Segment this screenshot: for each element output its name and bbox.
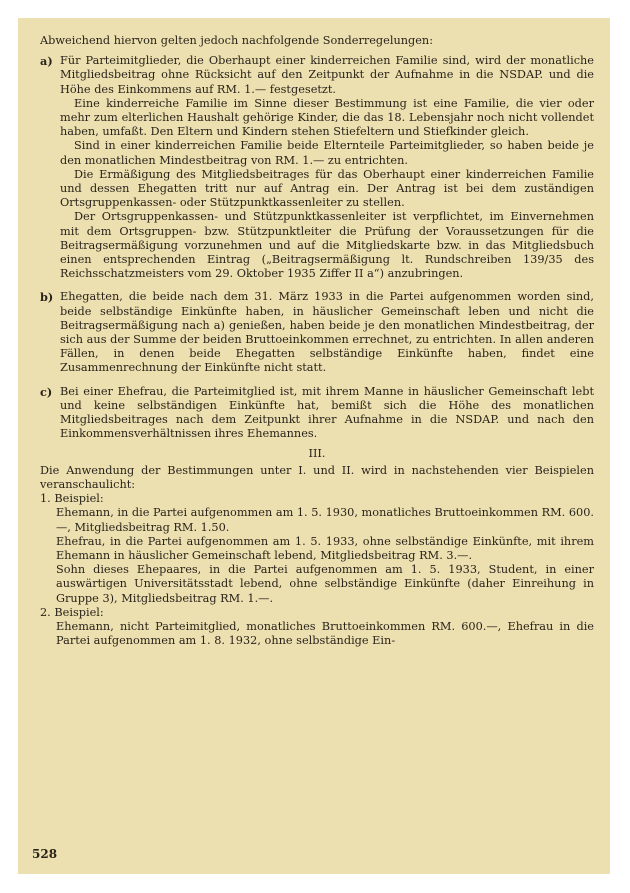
section-b xyxy=(40,290,594,375)
example-line: Ehefrau, in die Partei aufgenommen am 1. 5. 1933, ohne selbständige Einkünfte, mit ihrem Ehemann in häuslicher Gemeinschaft lebend, Mitgliedsbeitrag RM. 3.—. xyxy=(56,534,594,562)
paragraph: Bei einer Ehefrau, die Parteimitglied ist, mit ihrem Manne in häuslicher Gemeinschaft lebt und keine selbständigen Einkünfte hat, bemißt sich die Höhe des monatlichen Mitgliedsbeitrages nach dem Zeitpunkt ihrer Aufnahme in die NSDAP. und nach den Einkommensverhältnissen ihres Ehemannes. xyxy=(60,384,594,441)
example-label: 2. Beispiel: xyxy=(40,605,104,619)
paragraph: Der Ortsgruppenkassen- und Stützpunktkassenleiter ist verpflichtet, im Einvernehmen mit dem Ortsgruppen- bzw. Stützpunktleiter die Prüfung der Voraussetzungen für die Beitragsermäßigung vorzunehmen und auf die Mitgliedskarte bzw. in das Mitgliedsbuch einen entsprechenden Eintrag („Beitragsermäßigung lt. Rundschreiben 139/35 des Reichsschatzmeisters vom 29. Oktober 1935 Ziffer II a“) anzubringen. xyxy=(60,210,594,281)
section-label: b) xyxy=(40,290,54,305)
section-label: c) xyxy=(40,384,53,399)
example-line: Ehemann, nicht Parteimitglied, monatliches Bruttoeinkommen RM. 600.—, Ehefrau in die Partei aufgenommen am 1. 8. 1932, ohne selbständige Ein- xyxy=(56,619,594,648)
section-a xyxy=(40,54,594,281)
page-number: 528 xyxy=(32,847,58,861)
section-c xyxy=(40,385,594,442)
section-heading: III. xyxy=(308,447,326,461)
paragraph: Die Ermäßigung des Mitgliedsbeitrages für das Oberhaupt einer kinderreichen Familie und dessen Ehegatten tritt nur auf Antrag ein. Der Antrag ist bei dem zuständigen Ortsgruppenkassen- oder Stützpunktkassenleiter zu stellen. xyxy=(60,167,594,210)
intro-line: Abweichend hiervon gelten jedoch nachfolgende Sonderregelungen: xyxy=(40,34,434,47)
paragraph: Für Parteimitglieder, die Oberhaupt einer kinderreichen Familie sind, wird der monatliche Mitgliedsbeitrag ohne Rücksicht auf den Zeitpunkt der Aufnahme in die NSDAP. und die Höhe des Einkommens auf RM. 1.— festgesetzt. xyxy=(60,54,594,96)
example-line: Sohn dieses Ehepaares, in die Partei aufgenommen am 1. 5. 1933, Student, in einer auswärtigen Universitätsstadt lebend, ohne selbständige Einkünfte (daher Einreihung in Gruppe 3), Mitgliedsbeitrag RM. 1.—. xyxy=(56,563,594,605)
paragraph: Sind in einer kinderreichen Familie beide Elternteile Parteimitglieder, so haben beide je den monatlichen Mindestbeitrag von RM. 1.— zu entrichten. xyxy=(60,139,594,167)
paragraph: Ehegatten, die beide nach dem 31. März 1933 in die Partei aufgenommen worden sind, beide selbständige Einkünfte haben, in häuslicher Gemeinschaft leben und nicht die Beitragsermäßigung nach a) genießen, haben beide je den monatlichen Mindestbeitrag, der sich aus der Summe der beiden Bruttoeinkommen errechnet, zu entrichten. In allen anderen Fällen, in denen beide Ehegatten selbständige Einkünfte haben, findet eine Zusammenrechnung der Einkünfte nicht statt. xyxy=(60,290,594,375)
example-1 xyxy=(40,492,594,606)
section3-intro: Die Anwendung der Bestimmungen unter I. und II. wird in nachstehenden vier Beispielen veranschaulicht: xyxy=(40,463,594,491)
section-label: a) xyxy=(40,54,53,69)
paragraph: Eine kinderreiche Familie im Sinne dieser Bestimmung ist eine Familie, die vier oder mehr zum elterlichen Haushalt gehörige Kinder, die das 18. Lebensjahr noch nicht vollendet haben, umfaßt. Den Eltern und Kindern stehen Stiefeltern und Stiefkinder gleich. xyxy=(60,96,594,139)
document-page xyxy=(18,18,610,874)
example-label: 1. Beispiel: xyxy=(40,492,104,506)
example-line: Ehemann, in die Partei aufgenommen am 1. 5. 1930, monatliches Bruttoeinkommen RM. 600.—, Mitgliedsbeitrag RM. 1.50. xyxy=(56,506,594,534)
example-2 xyxy=(40,606,594,649)
